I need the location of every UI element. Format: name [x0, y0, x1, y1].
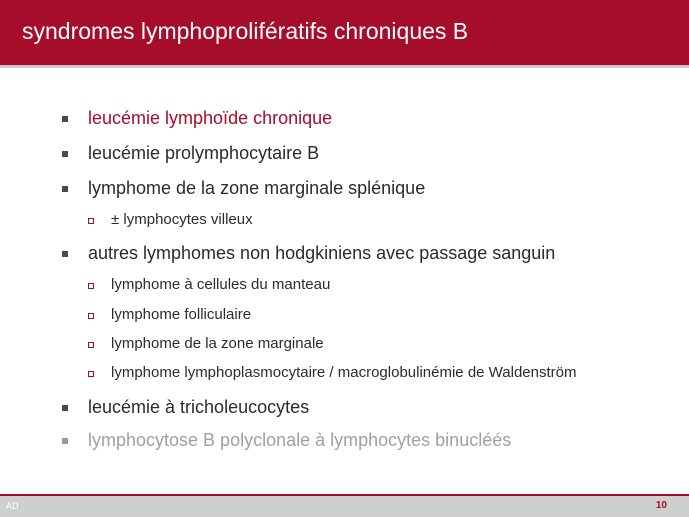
list-item-text: leucémie lymphoïde chronique: [88, 108, 333, 128]
list-item: [88, 335, 324, 352]
list-item-text: autres lymphomes non hodgkiniens avec passage sanguin: [88, 243, 556, 263]
list-item: [62, 178, 425, 199]
list-item: [88, 211, 253, 228]
slide-header: [0, 0, 689, 68]
list-item: [62, 243, 555, 264]
list-item: [88, 306, 251, 323]
list-item: [62, 108, 332, 129]
slide-title: syndromes lymphoprolifératifs chroniques B: [22, 18, 469, 44]
list-item-text: lymphome lymphoplasmocytaire / macroglobulinémie de Waldenström: [111, 364, 577, 381]
hollow-square-bullet-icon: [88, 283, 94, 289]
hollow-square-bullet-icon: [88, 313, 94, 319]
list-item-text: lymphome folliculaire: [111, 306, 252, 323]
list-item: [88, 364, 576, 381]
square-bullet-icon: [62, 186, 68, 192]
list-item-text: lymphome de la zone marginale splénique: [88, 178, 426, 198]
hollow-square-bullet-icon: [88, 218, 94, 224]
footer-author: AD: [6, 501, 19, 511]
square-bullet-icon: [62, 405, 68, 411]
list-item-text: lymphocytose B polyclonale à lymphocytes binucléés: [88, 430, 512, 450]
page-number: 10: [655, 500, 667, 511]
hollow-square-bullet-icon: [88, 371, 94, 377]
list-item-text: lymphome à cellules du manteau: [111, 276, 331, 293]
list-item: [88, 276, 330, 293]
list-item: [62, 143, 319, 164]
list-item-text: ± lymphocytes villeux: [111, 211, 253, 228]
square-bullet-icon: [62, 151, 68, 157]
list-item-text: lymphome de la zone marginale: [111, 335, 324, 352]
list-item-text: leucémie prolymphocytaire B: [88, 143, 320, 163]
list-item: [62, 430, 511, 451]
hollow-square-bullet-icon: [88, 342, 94, 348]
list-item-text: leucémie à tricholeucocytes: [88, 397, 310, 417]
square-bullet-icon: [62, 438, 68, 444]
square-bullet-icon: [62, 251, 68, 257]
slide-footer: [0, 494, 689, 517]
square-bullet-icon: [62, 116, 68, 122]
list-item: [62, 397, 309, 418]
